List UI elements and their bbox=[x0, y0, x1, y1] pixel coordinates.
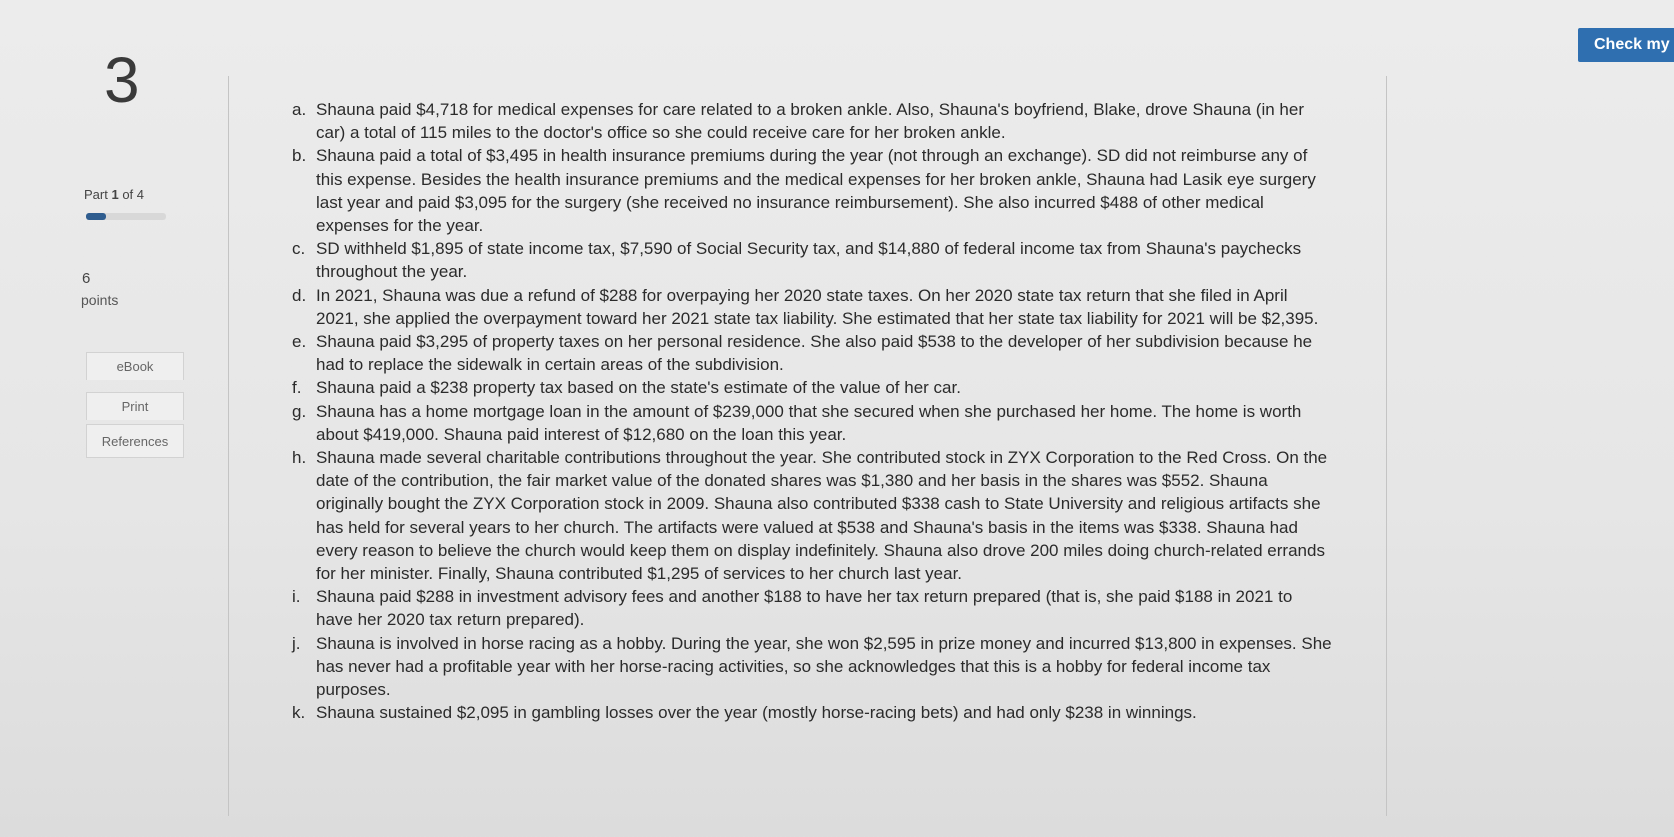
question-items-list bbox=[292, 98, 1332, 724]
part-progress-fill bbox=[86, 213, 106, 220]
content-divider-left bbox=[228, 76, 229, 816]
list-item bbox=[292, 237, 1332, 283]
item-text: Shauna paid $288 in investment advisory fees and another $188 to have her tax return prepared (that is, she paid $188 in 2021 to have her 2020 tax return prepared). bbox=[316, 587, 1293, 630]
list-item bbox=[292, 632, 1332, 702]
item-text: Shauna paid $4,718 for medical expenses for care related to a broken ankle. Also, Shauna's boyfriend, Blake, drove Shauna (in her car) a total of 115 miles to the doctor's office so she could receive care for her broken ankle. bbox=[316, 100, 1304, 143]
item-text: Shauna paid $3,295 of property taxes on her personal residence. She also paid $538 to the developer of her subdivision because he had to replace the sidewalk in certain areas of the subdivision. bbox=[316, 332, 1313, 375]
item-label: c. bbox=[292, 239, 306, 259]
check-my-work-button[interactable]: Check my bbox=[1578, 28, 1674, 62]
part-label: Part bbox=[84, 187, 108, 202]
item-label: f. bbox=[292, 378, 302, 398]
ebook-button[interactable]: eBook bbox=[86, 352, 184, 380]
item-label: a. bbox=[292, 100, 307, 119]
item-text: Shauna made several charitable contributions throughout the year. She contributed stock in ZYX Corporation to the Red Cross. On the date of the contribution, the fair market value of the donated shares was $1,380 and her basis in the shares was $552. Shauna originally bought the ZYX Corporation stock in 2009. Shauna also contributed $338 cash to State University and religious artifacts she has held for several years to her church. The artifacts were valued at $538 and Shauna's basis in the items was $338. Shauna had every reason to believe the church would keep them on display indefinitely. Shauna also drove 200 miles doing church-related errands for her minister. Finally, Shauna contributed $1,295 of services to her church last year. bbox=[316, 448, 1328, 584]
list-item bbox=[292, 446, 1332, 585]
item-label: b. bbox=[292, 146, 307, 166]
item-text: Shauna is involved in horse racing as a hobby. During the year, she won $2,595 in prize money and incurred $13,800 in expenses. She has never had a profitable year with her horse-racing activities, so she acknowledges that this is a hobby for federal income tax purposes. bbox=[316, 633, 1332, 700]
item-label: g. bbox=[292, 401, 307, 421]
points-value: 6 bbox=[82, 270, 91, 287]
item-label: j. bbox=[292, 633, 301, 653]
list-item bbox=[292, 330, 1332, 376]
item-text: SD withheld $1,895 of state income tax, $7,590 of Social Security tax, and $14,880 of federal income tax from Shauna's paychecks throughout the year. bbox=[316, 239, 1302, 282]
list-item bbox=[292, 98, 1332, 144]
question-number: 3 bbox=[104, 44, 140, 116]
points-label: points bbox=[81, 292, 119, 308]
item-text: Shauna sustained $2,095 in gambling losses over the year (mostly horse-racing bets) and had only $238 in winnings. bbox=[316, 703, 1197, 723]
list-item bbox=[292, 144, 1332, 237]
item-label: k. bbox=[292, 703, 306, 723]
item-text: Shauna has a home mortgage loan in the amount of $239,000 that she secured when she purchased her home. The home is worth about $419,000. Shauna paid interest of $12,680 on the loan this year. bbox=[316, 401, 1302, 444]
references-button[interactable]: References bbox=[86, 424, 184, 458]
list-item bbox=[292, 400, 1332, 446]
item-text: In 2021, Shauna was due a refund of $288 for overpaying her 2020 state taxes. On her 2020 state tax return that she filed in April 2021, she applied the overpayment toward her 2021 state tax liability. She estimated that her state tax liability for 2021 will be $2,395. bbox=[316, 285, 1319, 328]
print-button[interactable]: Print bbox=[86, 392, 184, 420]
part-current: 1 bbox=[111, 187, 119, 202]
part-total: of 4 bbox=[122, 187, 145, 202]
item-label: h. bbox=[292, 448, 307, 468]
part-progress-bar bbox=[86, 213, 166, 220]
item-label: i. bbox=[292, 587, 301, 607]
list-item bbox=[292, 585, 1332, 631]
list-item bbox=[292, 376, 1332, 399]
item-label: d. bbox=[292, 285, 307, 305]
list-item bbox=[292, 701, 1332, 724]
content-divider-right bbox=[1386, 76, 1387, 816]
item-text: Shauna paid a total of $3,495 in health insurance premiums during the year (not through an exchange). SD did not reimburse any of this expense. Besides the health insurance premiums and the medical expenses for her broken ankle, Shauna had Lasik eye surgery last year and paid $3,095 for the surgery (she received no insurance reimbursement). She also incurred $488 of other medical expenses for the year. bbox=[316, 146, 1316, 236]
item-label: e. bbox=[292, 332, 307, 352]
item-text: Shauna paid a $238 property tax based on the state's estimate of the value of her car. bbox=[316, 378, 961, 398]
list-item bbox=[292, 284, 1332, 330]
part-indicator bbox=[84, 187, 144, 202]
